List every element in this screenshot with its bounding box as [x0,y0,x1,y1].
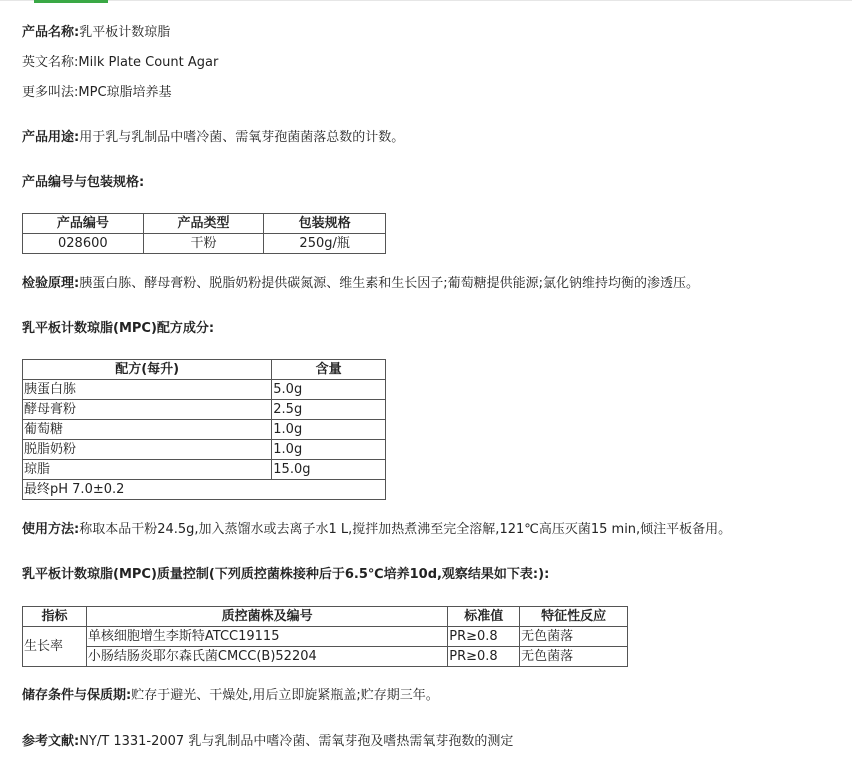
reference-line [22,733,513,751]
amount-cell: 1.0g [272,420,386,440]
formula-table [22,359,386,500]
storage-text: 贮存于避光、干燥处,用后立即旋紧瓶盖;贮存期三年。 [131,688,439,703]
strain-cell: 小肠结肠炎耶尔森氏菌CMCC(B)52204 [86,647,447,667]
product-name-label: 产品名称: [22,25,80,40]
usage-text: 用于乳与乳制品中嗜冷菌、需氧芽孢菌菌落总数的计数。 [79,130,405,145]
top-divider [0,0,852,1]
ingredient-cell: 琼脂 [23,460,272,480]
usage-line [22,129,404,147]
packaging-header-cell: 包装规格 [264,214,386,234]
reaction-cell: 无色菌落 [520,647,628,667]
qc-table [22,606,628,667]
alias-value: MPC琼脂培养基 [78,85,172,100]
formula-header-cell: 含量 [272,360,386,380]
qc-header-cell: 指标 [23,607,87,627]
ingredient-cell: 葡萄糖 [23,420,272,440]
amount-cell: 5.0g [272,380,386,400]
table-row [23,380,386,400]
reaction-cell: 无色菌落 [520,627,628,647]
final-ph-row [23,480,386,500]
reference-label: 参考文献: [22,734,80,749]
formula-header-cell: 配方(每升) [23,360,272,380]
table-row [23,400,386,420]
alias-line [22,84,172,102]
product-name-value: 乳平板计数琼脂 [79,25,171,40]
qc-heading: 乳平板计数琼脂(MPC)质量控制(下列质控菌株接种后于6.5℃培养10d,观察结果如下表:): [22,567,550,582]
english-name-label: 英文名称: [22,55,79,70]
method-line [22,521,731,539]
packaging-header-cell: 产品类型 [143,214,264,234]
amount-cell: 2.5g [272,400,386,420]
standard-cell: PR≥0.8 [448,627,520,647]
table-row [23,460,386,480]
storage-line [22,687,439,705]
english-name-line [22,54,218,72]
table-row [23,420,386,440]
method-text: 称取本品干粉24.5g,加入蒸馏水或去离子水1 L,搅拌加热煮沸至完全溶解,121℃高压灭菌15 min,倾注平板备用。 [79,522,732,537]
strain-cell: 单核细胞增生李斯特ATCC19115 [86,627,447,647]
principle-text: 胰蛋白胨、酵母膏粉、脱脂奶粉提供碳氮源、维生素和生长因子;葡萄糖提供能源;氯化钠维持均衡的渗透压。 [79,276,699,291]
indicator-cell: 生长率 [23,627,87,667]
standard-cell: PR≥0.8 [448,647,520,667]
product-code-cell: 028600 [23,234,144,254]
final-ph-cell: 最终pH 7.0±0.2 [23,480,386,500]
packaging-table [22,213,386,254]
alias-label: 更多叫法: [22,85,79,100]
english-name-value: Milk Plate Count Agar [78,55,219,70]
qc-header-row [23,607,628,627]
ingredient-cell: 酵母膏粉 [23,400,272,420]
packaging-header-cell: 产品编号 [23,214,144,234]
ingredient-cell: 脱脂奶粉 [23,440,272,460]
table-row [23,440,386,460]
amount-cell: 1.0g [272,440,386,460]
package-spec-cell: 250g/瓶 [264,234,386,254]
usage-label: 产品用途: [22,130,80,145]
table-row [23,627,628,647]
qc-header-cell: 特征性反应 [520,607,628,627]
packaging-heading: 产品编号与包装规格: [22,175,145,190]
storage-label: 储存条件与保质期: [22,688,132,703]
principle-label: 检验原理: [22,276,80,291]
table-row [23,234,386,254]
amount-cell: 15.0g [272,460,386,480]
formula-header-row [23,360,386,380]
qc-header-cell: 标准值 [448,607,520,627]
active-tab-indicator [34,0,108,3]
packaging-header-row [23,214,386,234]
product-type-cell: 干粉 [143,234,264,254]
reference-text: NY/T 1331-2007 乳与乳制品中嗜冷菌、需氧芽孢及嗜热需氧芽孢数的测定 [79,734,514,749]
qc-header-cell: 质控菌株及编号 [86,607,447,627]
method-label: 使用方法: [22,522,80,537]
ingredient-cell: 胰蛋白胨 [23,380,272,400]
table-row [23,647,628,667]
principle-line [22,275,699,293]
formula-heading: 乳平板计数琼脂(MPC)配方成分: [22,321,215,336]
product-name-line [22,24,170,42]
